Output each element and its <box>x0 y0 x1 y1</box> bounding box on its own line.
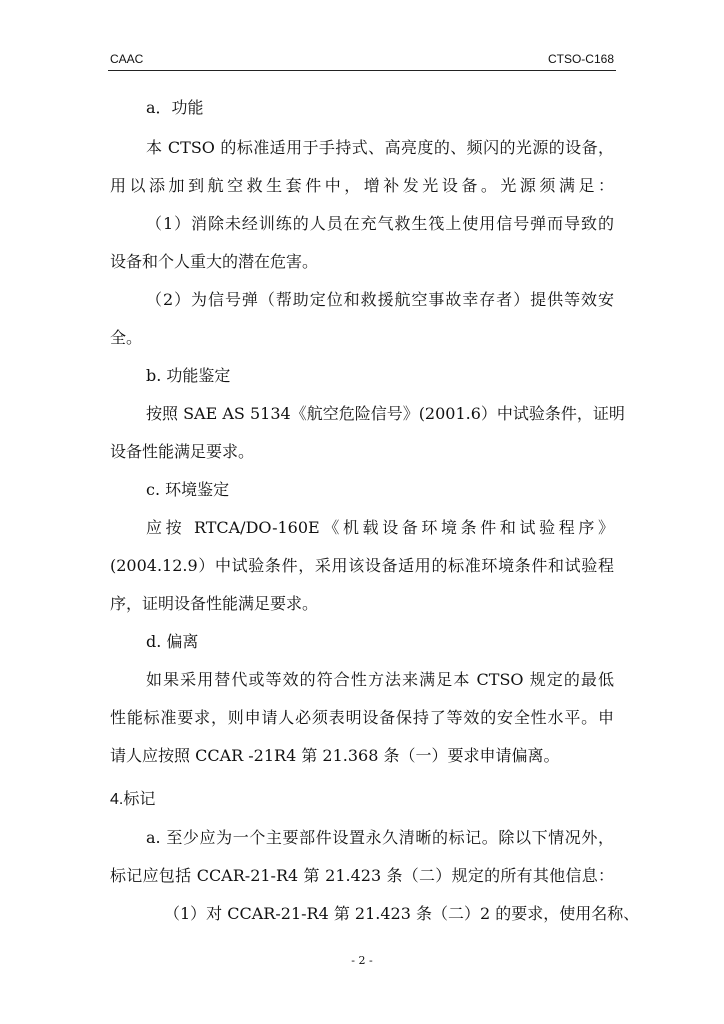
paragraph-line: 全。 <box>110 328 143 347</box>
section-d-heading: d. 偏离 <box>146 632 199 651</box>
header-right: CTSO-C168 <box>547 52 614 66</box>
page-number: - 2 - <box>351 954 373 967</box>
paragraph-line: 设备性能满足要求。 <box>110 442 255 461</box>
paragraph-line: （1）消除未经训练的人员在充气救生筏上使用信号弹而导致的 <box>146 214 614 233</box>
paragraph-line: 性能标准要求，则申请人必须表明设备保持了等效的安全性水平。申 <box>110 708 614 727</box>
header-rule <box>108 70 616 71</box>
paragraph-line: （1）对 CCAR-21-R4 第 21.423 条（二）2 的要求，使用名称、 <box>164 904 640 923</box>
paragraph-line: 用以添加到航空救生套件中，增补发光设备。光源须满足： <box>110 176 614 195</box>
paragraph-line: 应按 RTCA/DO-160E《机载设备环境条件和试验程序》 <box>146 518 614 537</box>
paragraph-line: 请人应按照 CCAR -21R4 第 21.368 条（一）要求申请偏离。 <box>110 746 560 765</box>
paragraph-line: 设备和个人重大的潜在危害。 <box>110 252 319 271</box>
paragraph-line: (2004.12.9）中试验条件，采用该设备适用的标准环境条件和试验程 <box>110 556 614 575</box>
section-c-heading: c. 环境鉴定 <box>146 480 230 499</box>
paragraph-line: 本 CTSO 的标准适用于手持式、高亮度的、频闪的光源的设备， <box>146 138 614 157</box>
paragraph-line: 如果采用替代或等效的符合性方法来满足本 CTSO 规定的最低 <box>146 670 614 689</box>
paragraph-line: 序，证明设备性能满足要求。 <box>110 594 319 613</box>
paragraph-line: 按照 SAE AS 5134《航空危险信号》(2001.6）中试验条件，证明 <box>146 404 625 423</box>
section-a-heading: a．功能 <box>146 98 204 117</box>
paragraph-line: 标记应包括 CCAR-21-R4 第 21.423 条（二）规定的所有其他信息： <box>110 866 614 885</box>
paragraph-line: （2）为信号弹（帮助定位和救援航空事故幸存者）提供等效安 <box>146 290 614 309</box>
header-left: CAAC <box>110 52 144 66</box>
section-b-heading: b. 功能鉴定 <box>146 366 231 385</box>
section-4-heading: 4.标记 <box>110 791 156 808</box>
paragraph-line: a. 至少应为一个主要部件设置永久清晰的标记。除以下情况外， <box>146 828 614 847</box>
